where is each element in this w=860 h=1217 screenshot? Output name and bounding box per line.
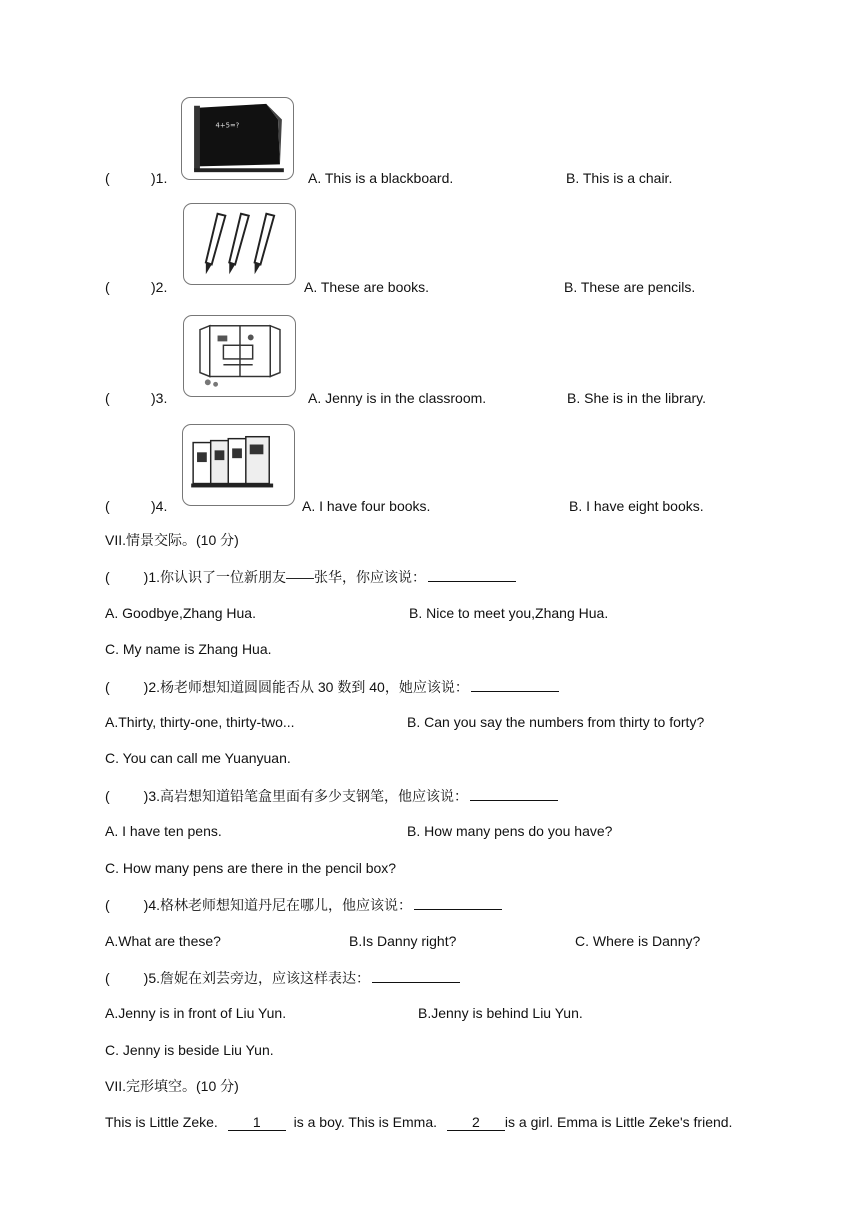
answer-paren[interactable]: ( <box>105 279 110 295</box>
question-number: )4. <box>151 498 168 514</box>
option-a: A.Thirty, thirty-one, thirty-two... <box>105 714 295 730</box>
section-title: VII.情景交际。(10 分) <box>105 532 239 548</box>
question-number: )3. <box>151 390 168 406</box>
cloze-blank-1[interactable]: 1 <box>228 1114 286 1131</box>
option-a: A. Goodbye,Zhang Hua. <box>105 605 256 621</box>
option-b: B. These are pencils. <box>564 279 696 295</box>
option-c: C. Where is Danny? <box>575 933 701 949</box>
option-a: A. I have ten pens. <box>105 823 222 839</box>
answer-blank[interactable] <box>428 567 516 582</box>
classroom-icon <box>184 316 295 396</box>
option-c: C. Jenny is beside Liu Yun. <box>105 1042 274 1058</box>
question-stem: ( )2.杨老师想知道圆圆能否从 30 数到 40，她应该说： <box>105 677 559 696</box>
option-b: B. Can you say the numbers from thirty to forty? <box>407 714 705 730</box>
answer-paren[interactable]: ( <box>105 679 110 695</box>
question-stem: ( )3.高岩想知道铅笔盒里面有多少支钢笔，他应该说： <box>105 786 558 805</box>
section-title: VII.完形填空。(10 分) <box>105 1078 239 1094</box>
answer-blank[interactable] <box>470 786 558 801</box>
option-c: C. How many pens are there in the pencil box? <box>105 860 397 876</box>
answer-paren[interactable]: ( <box>105 569 110 585</box>
cloze-passage: This is Little Zeke. 1 is a boy. This is Emma. 2 is a girl. Emma is Little Zeke's friend. <box>105 1114 733 1130</box>
blackboard-icon <box>182 98 293 179</box>
answer-blank[interactable] <box>471 677 559 692</box>
question-stem: ( )4.格林老师想知道丹尼在哪儿，他应该说： <box>105 895 502 914</box>
option-a: A. This is a blackboard. <box>308 170 454 186</box>
answer-paren[interactable]: ( <box>105 390 110 406</box>
board-text: 4+5=? <box>215 121 240 130</box>
answer-blank[interactable] <box>372 968 460 983</box>
option-b: B. I have eight books. <box>569 498 704 514</box>
question-number: )1. <box>151 170 168 186</box>
question-number: )2. <box>151 279 168 295</box>
option-c: C. My name is Zhang Hua. <box>105 641 272 657</box>
question-stem: ( )5.詹妮在刘芸旁边，应该这样表达： <box>105 968 460 987</box>
answer-paren[interactable]: ( <box>105 498 110 514</box>
books-icon <box>183 425 294 505</box>
option-a: A.Jenny is in front of Liu Yun. <box>105 1005 287 1021</box>
blackboard-picture <box>181 97 294 180</box>
books-picture <box>182 424 295 506</box>
option-c: C. You can call me Yuanyuan. <box>105 750 291 766</box>
option-a: A.What are these? <box>105 933 221 949</box>
option-a: A. These are books. <box>304 279 430 295</box>
classroom-picture <box>183 315 296 397</box>
option-b: B. This is a chair. <box>566 170 673 186</box>
answer-paren[interactable]: ( <box>105 970 110 986</box>
cloze-blank-2[interactable]: 2 <box>447 1114 505 1131</box>
answer-paren[interactable]: ( <box>105 788 110 804</box>
answer-paren[interactable]: ( <box>105 897 110 913</box>
option-b: B. She is in the library. <box>567 390 707 406</box>
option-b: B.Is Danny right? <box>349 933 457 949</box>
question-stem: ( )1.你认识了一位新朋友——张华，你应该说： <box>105 567 516 586</box>
option-a: A. I have four books. <box>302 498 431 514</box>
pencils-picture <box>183 203 296 285</box>
answer-paren[interactable]: ( <box>105 170 110 186</box>
option-a: A. Jenny is in the classroom. <box>308 390 487 406</box>
option-b: B. Nice to meet you,Zhang Hua. <box>409 605 609 621</box>
option-b: B.Jenny is behind Liu Yun. <box>418 1005 583 1021</box>
answer-blank[interactable] <box>414 895 502 910</box>
pencils-icon <box>184 204 295 284</box>
option-b: B. How many pens do you have? <box>407 823 613 839</box>
